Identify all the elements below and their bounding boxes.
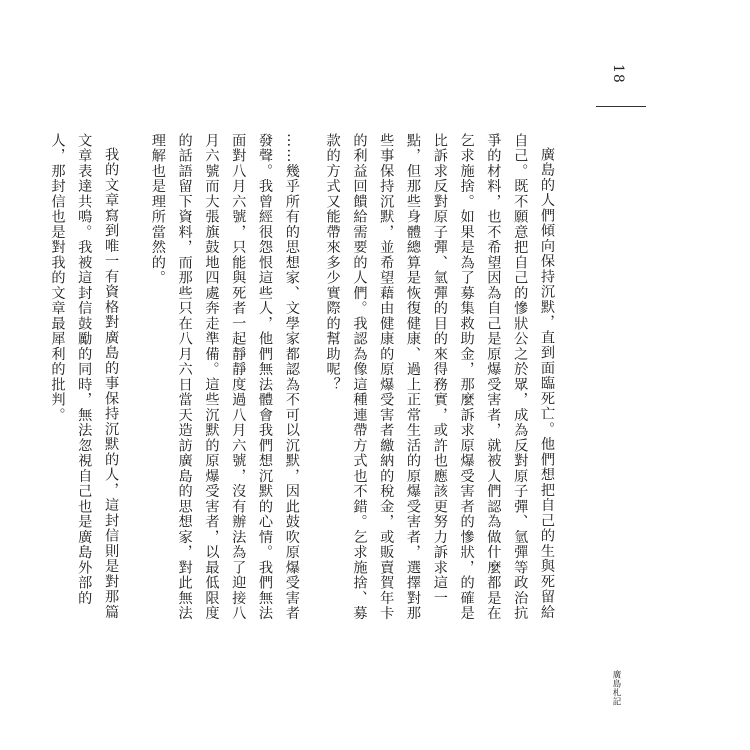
body-paragraph-2: 我的文章寫到唯一有資格對廣島的事保持沉默的人，這封信則是對那篇文章表達共鳴。我被這封信鼓勵的同時，無法忽視自己也是廣島外部的人，那封信也是對我的文章最犀利的批判。: [49, 133, 120, 620]
body-paragraph-1: 廣島的人們傾向保持沉默，直到面臨死亡。他們想把自己的生與死留給自己。既不願意把自己的慘狀公之於眾，成為反對原子彈、氫彈等政治抗爭的材料，也不希望因為自己是原爆受害者，就被人們認為做什麼都是在乞求施捨。如果是為了募集救助金，那麼訴求原爆受害者的慘狀，的確是比訴求反對原子彈、氫彈的目的來得務實，或許也應該更努力訴求這一點，但那些身體總算是恢復健康、過上正常生活的原爆受害者，選擇對那些事保持沉默，並希望藉由健康的原爆受害者繳納的稅金，或販賣賀年卡的利益回饋給需要的人們。我認為像這種連帶方式也不錯。乞求施捨、募款的方式又能帶來多少實際的幫助呢？: [324, 133, 555, 621]
block-quote: ……幾乎所有的思想家、文學家都認為不可以沉默，因此鼓吹原爆受害者發聲。我曾經很怨恨這些人，他們無法體會我們想沉默的心情。我們無法面對八月六號，只能與死者一起靜靜度過八月六號，沒有辦法為了迎接八月六號而大張旗鼓地四處奔走準備。這些沉默的原爆受害者，以最低限度的話語留下資料，而那些只在八月六日當天造訪廣島的思想家，對此無法理解也是理所當然的。: [149, 133, 300, 621]
header-rule: [596, 106, 646, 107]
page-number: 18: [610, 64, 626, 84]
running-head: 廣島札記: [611, 670, 621, 706]
body-text: [49, 133, 560, 633]
